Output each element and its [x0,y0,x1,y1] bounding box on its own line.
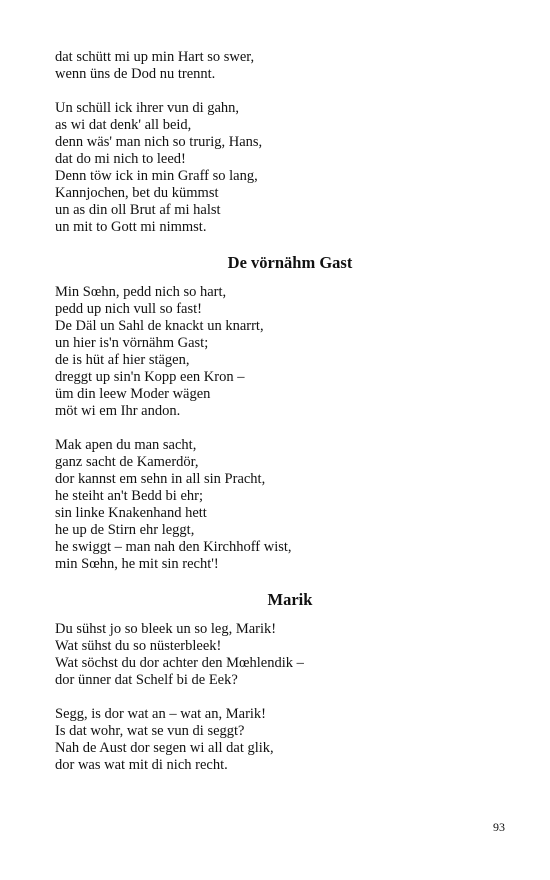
verse-line: dor was wat mit di nich recht. [55,757,228,773]
verse-line: dor kannst em sehn in all sin Pracht, [55,471,266,487]
verse-line: dat schütt mi up min Hart so swer, [55,49,255,65]
verse-line: möt wi em Ihr andon. [55,403,181,419]
book-page [55,49,505,791]
verse-line: Wat söchst du dor achter den Mœhlendik – [55,655,304,671]
verse-line: min Sœhn, he mit sin recht'! [55,556,219,572]
stanza-3 [55,284,505,420]
verse-line: wenn üns de Dod nu trennt. [55,66,216,82]
verse-line: Mak apen du man sacht, [55,437,197,453]
verse-line: denn wäs' man nich so trurig, Hans, [55,134,263,150]
verse-line: un hier is'n vörnähm Gast; [55,335,209,351]
verse-line: dor ünner dat Schelf bi de Eek? [55,672,238,688]
stanza-4 [55,437,505,573]
stanza-1 [55,49,505,83]
verse-line: Denn töw ick in min Graff so lang, [55,168,258,184]
poem-title: Marik [267,590,313,609]
verse-line: Wat sühst du so nüsterbleek! [55,638,222,654]
verse-line: Un schüll ick ihrer vun di gahn, [55,100,240,116]
verse-line: pedd up nich vull so fast! [55,301,202,317]
stanza-2 [55,100,505,236]
verse-line: üm din leew Moder wägen [55,386,211,402]
verse-line: un as din oll Brut af mi halst [55,202,221,218]
verse-line: ganz sacht de Kamerdör, [55,454,199,470]
stanza-5 [55,621,505,689]
verse-line: as wi dat denk' all beid, [55,117,192,133]
verse-line: he up de Stirn ehr leggt, [55,522,195,538]
verse-line: Min Sœhn, pedd nich so hart, [55,284,227,300]
verse-line: de is hüt af hier stägen, [55,352,190,368]
verse-line: Du sühst jo so bleek un so leg, Marik! [55,621,277,637]
verse-line: dat do mi nich to leed! [55,151,186,167]
stanza-6 [55,706,505,774]
verse-line: he steiht an't Bedd bi ehr; [55,488,203,504]
poem-title: De vörnähm Gast [227,253,353,272]
verse-line: Nah de Aust dor segen wi all dat glik, [55,740,274,756]
verse-line: Is dat wohr, wat se vun di seggt? [55,723,245,739]
verse-line: Segg, is dor wat an – wat an, Marik! [55,706,267,722]
verse-line: he swiggt – man nah den Kirchhoff wist, [55,539,292,555]
verse-line: un mit to Gott mi nimmst. [55,219,207,235]
verse-line: De Däl un Sahl de knackt un knarrt, [55,318,264,334]
verse-line: Kannjochen, bet du kümmst [55,185,219,201]
page-number: 93 [493,820,505,834]
verse-line: dreggt up sin'n Kopp een Kron – [55,369,245,385]
verse-line: sin linke Knakenhand hett [55,505,207,521]
